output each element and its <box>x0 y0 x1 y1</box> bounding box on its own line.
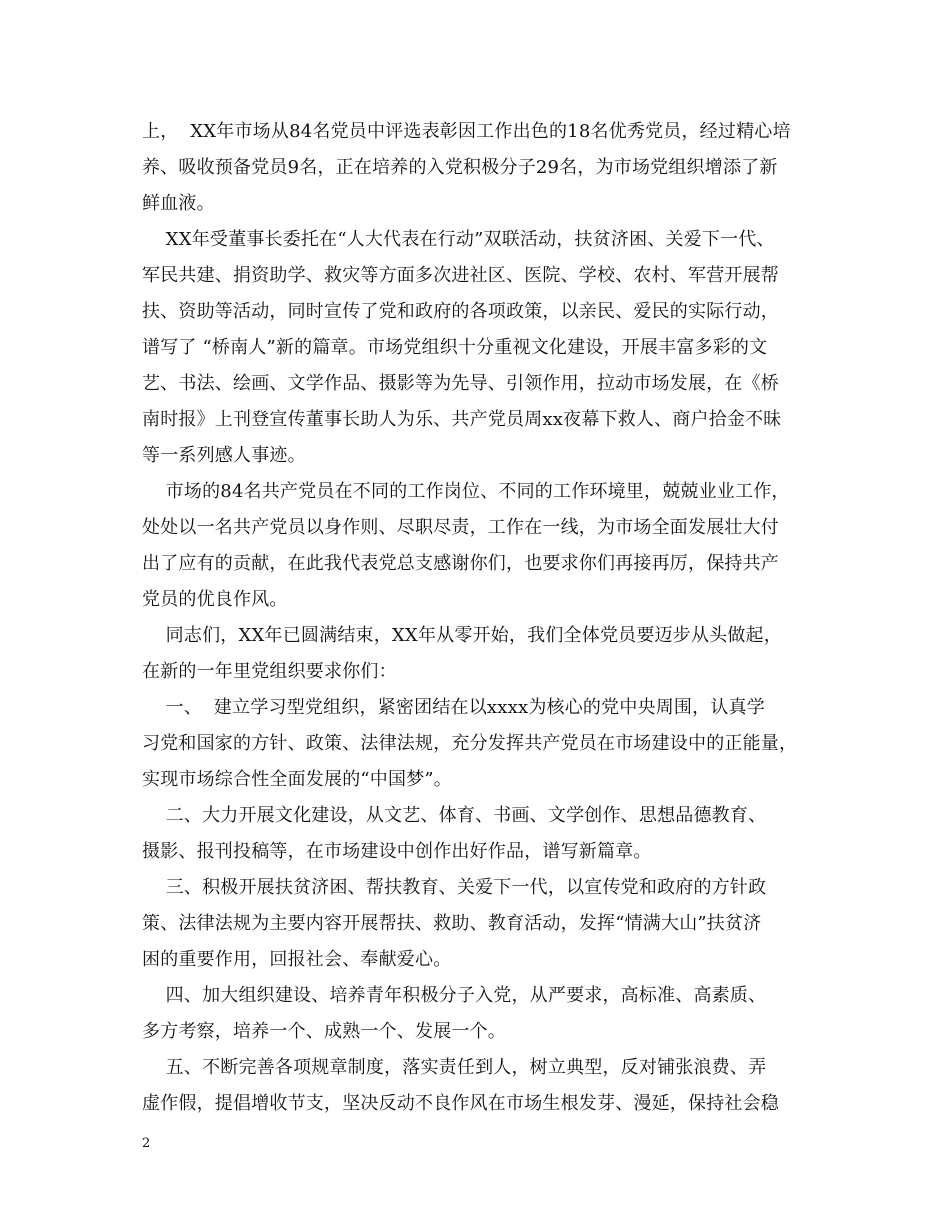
text-line: XX年受董事长委托在“人大代表在行动”双联活动，扶贫济困、关爱下一代、 <box>142 229 775 250</box>
text-line: 养、吸收预备党员9名，正在培养的入党积极分子29名，为市场党组织增添了新 <box>142 157 778 178</box>
text-line: 策、法律法规为主要内容开展帮扶、救助、教育活动，发挥“情满大山”扶贫济 <box>142 913 762 934</box>
text-line: 二、大力开展文化建设，从文艺、体育、书画、文学创作、思想品德教育、 <box>142 805 767 826</box>
text-line: 南时报》上刊登宣传董事长助人为乐、共产党员周xx夜幕下救人、商户拾金不昧 <box>142 409 782 430</box>
text-line: 摄影、报刊投稿等，在市场建设中创作出好作品，谱写新篇章。 <box>142 841 652 862</box>
text-line: 鲜血液。 <box>142 193 215 214</box>
text-line: 多方考察，培养一个、成熟一个、发展一个。 <box>142 1021 506 1042</box>
text-line: 党员的优良作风。 <box>142 589 288 610</box>
text-line: 出了应有的贡献，在此我代表党总支感谢你们，也要求你们再接再厉，保持共产 <box>142 553 779 574</box>
text-line: 三、积极开展扶贫济困、帮扶教育、关爱下一代，以宣传党和政府的方针政 <box>142 877 767 898</box>
text-line: 市场的84名共产党员在不同的工作岗位、不同的工作环境里，兢兢业业工作， <box>142 481 790 502</box>
text-line: 同志们，XX年已圆满结束，XX年从零开始，我们全体党员要迈步从头做起， <box>142 625 782 646</box>
text-line: 艺、书法、绘画、文学作品、摄影等为先导、引领作用，拉动市场发展，在《桥 <box>142 373 779 394</box>
text-line: 军民共建、捐资助学、救灾等方面多次进社区、医院、学校、农村、军营开展帮 <box>142 265 779 286</box>
text-line: 谱写了 “桥南人”新的篇章。市场党组织十分重视文化建设，开展丰富多彩的文 <box>142 337 768 358</box>
text-line: 处处以一名共产党员以身作则、尽职尽责，工作在一线，为市场全面发展壮大付 <box>142 517 779 538</box>
text-line: 虚作假，提倡增收节支，坚决反动不良作风在市场生根发芽、漫延，保持社会稳 <box>142 1093 779 1114</box>
page-number: 2 <box>142 1136 151 1151</box>
text-line: 习党和国家的方针、政策、法律法规，充分发挥共产党员在市场建设中的正能量， <box>142 733 798 754</box>
text-line: 一、 建立学习型党组织，紧密团结在以xxxx为核心的党中央周围，认真学 <box>142 697 765 718</box>
text-line: 实现市场综合性全面发展的“中国梦”。 <box>142 769 453 790</box>
text-line: 上， XX年市场从84名党员中评选表彰因工作出色的18名优秀党员，经过精心培 <box>142 121 791 142</box>
text-line: 四、加大组织建设、培养青年积极分子入党，从严要求，高标准、高素质、 <box>142 985 767 1006</box>
text-line: 在新的一年里党组织要求你们： <box>142 661 397 682</box>
text-line: 扶、资助等活动，同时宣传了党和政府的各项政策，以亲民、爱民的实际行动， <box>142 301 779 322</box>
text-line: 五、不断完善各项规章制度，落实责任到人，树立典型，反对铺张浪费、弄 <box>142 1057 767 1078</box>
text-line: 困的重要作用，回报社会、奉献爱心。 <box>142 949 452 970</box>
text-line: 等一系列感人事迹。 <box>142 445 306 466</box>
